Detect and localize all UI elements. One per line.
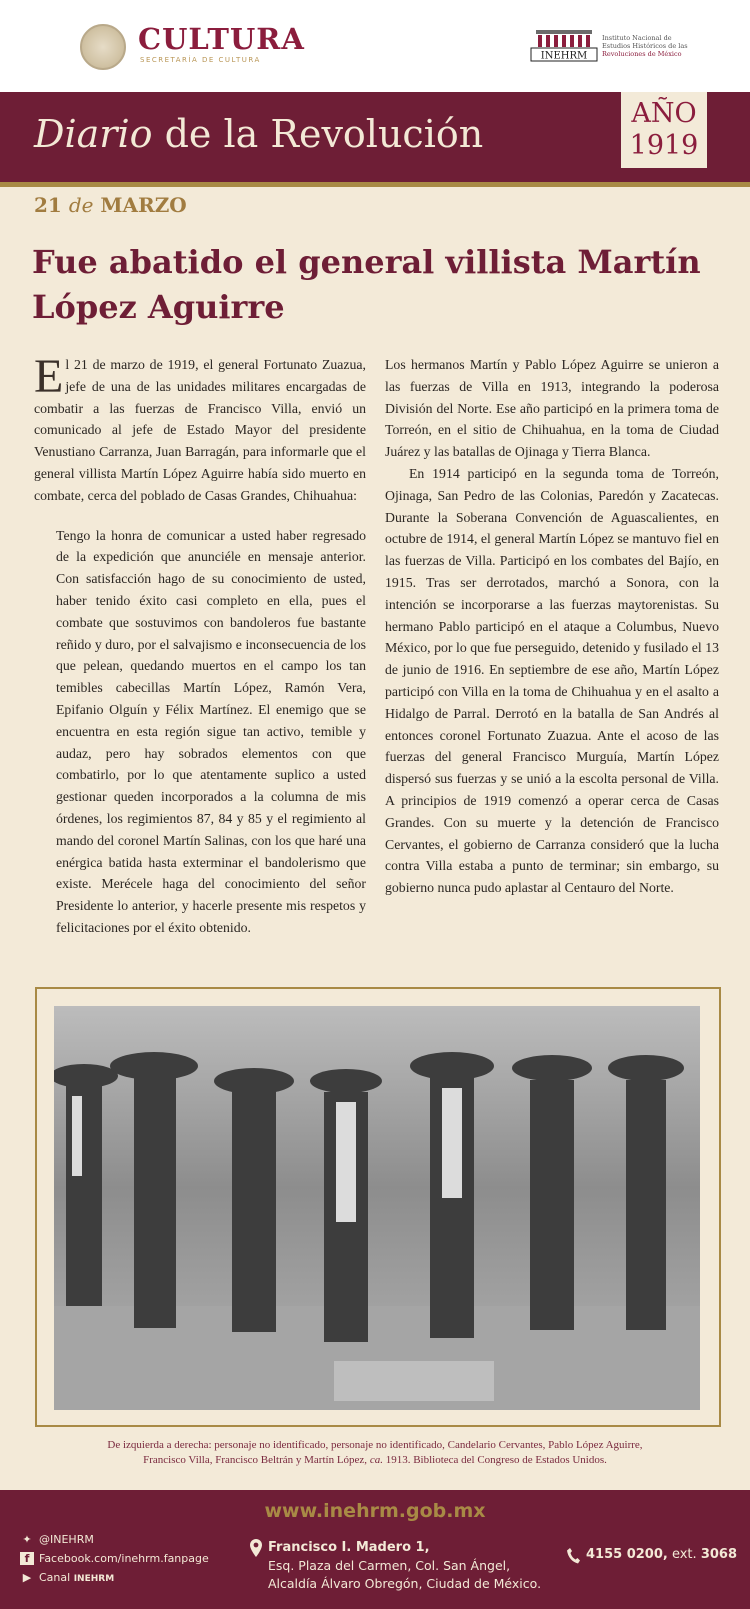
paragraph-3: En 1914 participó en la segunda toma de Torreón, Ojinaga, San Pedro de las Colonias, Paredón y Zacatecas. Durante la Soberana Convención de Aguascalientes, en octubre de 1914, el general Martín López se mantuvo fiel en las fuerzas de Villa. Participó en los combates del Bajío, en 1915. Tras ser derrotados, marchó a Sonora, con la intención se incorporarse a las fuerzas maytorenistas. Su hermano Pablo participó en el ataque a Columbus, Nuevo México, por lo que fue perseguido, detenido y fusilado el 13 de junio de 1916. En septiembre de ese año, Martín López participó con Villa en la toma de Chihuahua y en el asalto a Hidalgo de Parral. Derrotó en la batalla de San Andrés al entonces coronel Fortunato Zuazua. Ante el acoso de las fuerzas del general Francisco Murguía, Martín López dispersó sus fuerzas y se unió a la escolta personal de Villa. A principios de 1919 comenzó a operar cerca de Casas Grandes. Con su muerte y la detención de Francisco Cervantes, el gobierno de Carranza consideró que la lucha contra Villa estaba a punto de terminar; sin embargo, su gobierno nunca pudo aplastar al Centauro del Norte.	[385, 465, 719, 896]
year-badge	[621, 92, 707, 168]
historical-group-photo	[54, 1006, 700, 1410]
cultura-subtitle: SECRETARÍA DE CULTURA	[140, 56, 261, 64]
paragraph-intro: El 21 de marzo de 1919, el general Fortunato Zuazua, jefe de una de las unidades militares encargadas de combatir a las fuerzas de Francisco Villa, envió un comunicado al jefe de Estado Mayor del presidente Venustiano Carranza, Juan Barragán, para informarle que el general villista Martín López Aguirre había sido muerto en combate, cerca del poblado de Casas Grandes, Chihuahua:	[34, 350, 366, 503]
youtube-link[interactable]: ▶ Canal INEHRM	[20, 1571, 114, 1584]
inehrm-building-icon	[530, 28, 598, 62]
address: Francisco I. Madero 1, Esq. Plaza del Carmen, Col. San Ángel, Alcaldía Álvaro Obregón, Ciudad de México.	[268, 1540, 542, 1591]
inehrm-fullname: Instituto Nacional de Estudios Históricos de las Revoluciones de México	[602, 34, 688, 58]
page-title: Diario de la Revolución	[34, 112, 484, 156]
twitter-icon: ✦	[22, 1533, 32, 1546]
block-quote: Tengo la honra de comunicar a usted haber regresado de la expedición que anunciéle en mensaje anterior. Con satisfacción hago de su conocimiento de usted, haber tenido éxito casi completo en ella, pues el combate que sostuvimos con bandoleros fue bastante reñido y duro, por el salvajismo e inconsecuencia de los que pelean, quedando muertos en el campo los tan temibles cabecillas Martín López, Ramón Vera, Epifanio Olguín y Félix Martínez. El enemigo que se encuentra en esta región sigue tan activo, temible y audaz, pero hay sobrados elementos con que combatirlo, por lo que atentamente suplico a usted gestionar queden incorporados a la columna de mis órdenes, los regimientos 87, 84 y 85 y el regimiento al mando del coronel Martín Salinas, con los que haré una enérgica batida hasta exterminar el bandolerismo que existe. Merécele haga del conocimiento del señor Presidente lo anterior, y hacerle presente mis respetos y felicitaciones por el éxito obtenido.	[56, 527, 366, 935]
phone-icon	[567, 1548, 580, 1564]
photo-caption: De izquierda a derecha: personaje no identificado, personaje no identificado, Candelario Cervantes, Pablo López Aguirre, Francisco Villa, Francisco Beltrán y Martín López, ca. 1913. Biblioteca del Congreso de Estados Unidos.	[107, 1439, 643, 1466]
phone-number: 4155 0200, ext. 3068	[586, 1547, 737, 1562]
paragraph-2: Los hermanos Martín y Pablo López Aguirre se unieron a las fuerzas de Villa en 1913, integrando la poderosa División del Norte. Ese año participó en la primera toma de Torreón, en el sitio de Chihuahua, en la toma de Ciudad Juárez y las batallas de Ojinaga y Tierra Blanca.	[385, 357, 719, 460]
inehrm-abbr: INEHRM	[540, 50, 588, 62]
twitter-link[interactable]: ✦ @INEHRM	[20, 1533, 94, 1546]
facebook-link[interactable]: f Facebook.com/inehrm.fanpage	[20, 1552, 209, 1565]
youtube-icon: ▶	[22, 1571, 32, 1584]
article-column-left	[34, 350, 366, 939]
article-date: 21 de MARZO	[34, 193, 187, 217]
website-link[interactable]: www.inehrm.gob.mx	[264, 1500, 486, 1522]
article-column-right	[385, 354, 719, 899]
article-headline: Fue abatido el general villista Martín López Aguirre	[32, 243, 701, 326]
location-pin-icon	[250, 1539, 262, 1557]
year-value: 1919	[629, 130, 699, 161]
facebook-icon: f	[20, 1552, 34, 1565]
mexico-seal-icon	[80, 24, 126, 70]
year-label: AÑO	[631, 98, 697, 129]
drop-cap: E	[34, 350, 64, 403]
gold-divider	[0, 182, 750, 187]
cultura-logo-text: CULTURA	[138, 22, 305, 56]
